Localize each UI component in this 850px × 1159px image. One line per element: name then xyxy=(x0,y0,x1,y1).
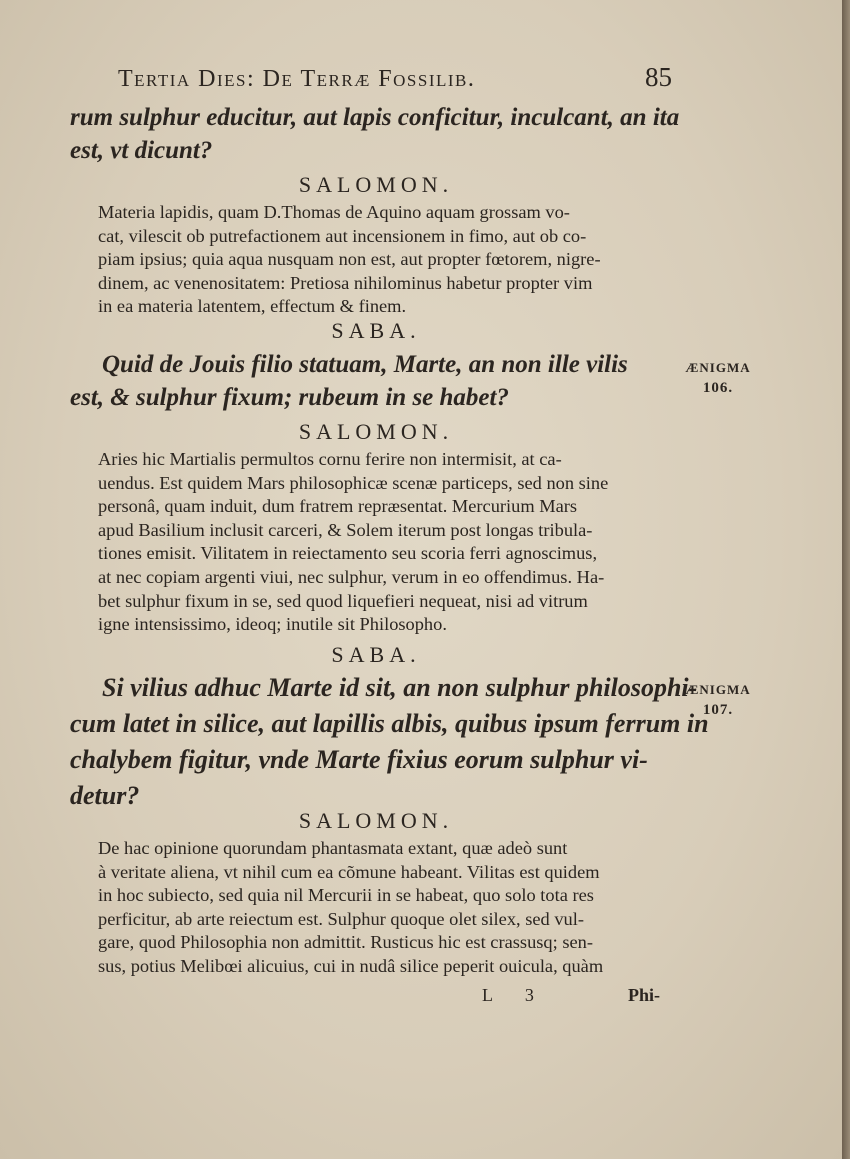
speaker-heading: SABA. xyxy=(331,318,421,343)
marginal-number: 106. xyxy=(702,380,734,396)
text-line: sus, potius Melibœi alicuius, cui in nudâ silice peperit ouicula, quàm xyxy=(98,955,604,976)
text-line: bet sulphur fixum in se, sed quod liquefieri nequeat, nisi ad vitrum xyxy=(98,590,588,611)
question-line: Quid de Jouis filio statuam, Marte, an non ille vilis xyxy=(102,351,628,378)
marginal-note xyxy=(678,358,758,398)
passage-line: rum sulphur educitur, aut lapis conficitur, inculcant, an ita xyxy=(70,104,680,131)
text-line: perficitur, ab arte reiectum est. Sulphur quoque olet silex, sed vul- xyxy=(98,908,584,929)
text-line: tiones emisit. Vilitatem in reiectamento seu scoria ferri agnoscimus, xyxy=(98,543,598,564)
speaker-heading: SABA. xyxy=(331,642,421,667)
marginal-number: 107. xyxy=(702,702,734,718)
text-line: at nec copiam argenti viui, nec sulphur, verum in eo offendimus. Ha- xyxy=(98,566,605,587)
question-line: Si vilius adhuc Marte id sit, an non sulphur philosophi- xyxy=(102,673,698,702)
answer-paragraph xyxy=(98,448,678,637)
page-number: 85 xyxy=(645,62,672,92)
text-line: in hoc subiecto, sed quia nil Mercurii in se habeat, quo solo tota res xyxy=(98,885,594,906)
question-line: est, & sulphur fixum; rubeum in se habet? xyxy=(70,384,509,411)
passage-line: est, vt dicunt? xyxy=(70,137,213,164)
answer-paragraph xyxy=(98,201,678,319)
text-line: personâ, quam induit, dum fratrem repræsentat. Mercurium Mars xyxy=(98,496,578,517)
text-line: apud Basilium inclusit carceri, & Solem iterum post longas tribula- xyxy=(98,519,593,540)
question-line: chalybem figitur, vnde Marte fixius eorum sulphur vi- xyxy=(70,745,648,774)
text-line: Aries hic Martialis permultos cornu ferire non intermisit, at ca- xyxy=(98,449,562,469)
speaker-heading: SALOMON. xyxy=(298,808,454,833)
signature-mark: L 3 xyxy=(482,985,548,1005)
text-line: De hac opinione quorundam phantasmata extant, quæ adeò sunt xyxy=(98,838,568,858)
question-line: cum latet in silice, aut lapillis albis, quibus ipsum ferrum in xyxy=(70,709,709,738)
text-line: igne intensissimo, ideoq; inutile sit Philosopho. xyxy=(98,614,447,635)
marginal-note xyxy=(678,680,758,720)
text-line: à veritate aliena, vt nihil cum ea cõmune habeant. Vilitas est quidem xyxy=(98,861,600,882)
text-line: cat, vilescit ob putrefactionem aut incensionem in fimo, aut ob co- xyxy=(98,225,587,246)
marginal-label: ÆNIGMA xyxy=(685,360,751,375)
speaker-heading: SALOMON. xyxy=(298,419,454,444)
speaker-heading: SALOMON. xyxy=(298,172,454,197)
text-line: uendus. Est quidem Mars philosophicæ scenæ particeps, sed non sine xyxy=(98,472,609,493)
running-title: Tertia Dies: De Terræ Fossilib. xyxy=(118,66,476,92)
catchword: Phi- xyxy=(628,985,661,1005)
question-line: detur? xyxy=(70,781,140,810)
text-line: in ea materia latentem, effectum & finem. xyxy=(98,296,407,317)
text-line: Materia lapidis, quam D.Thomas de Aquino aquam grossam vo- xyxy=(98,202,570,222)
answer-paragraph xyxy=(98,837,678,979)
text-line: dinem, ac venenositatem: Pretiosa nihilominus habetur propter vim xyxy=(98,272,593,293)
text-line: gare, quod Philosophia non admittit. Rusticus hic est crassusq; sen- xyxy=(98,932,593,953)
text-line: piam ipsius; quia aqua nusquam non est, aut propter fœtorem, nigre- xyxy=(98,249,601,270)
page-edge xyxy=(842,0,850,1159)
marginal-label: ÆNIGMA xyxy=(685,682,751,697)
